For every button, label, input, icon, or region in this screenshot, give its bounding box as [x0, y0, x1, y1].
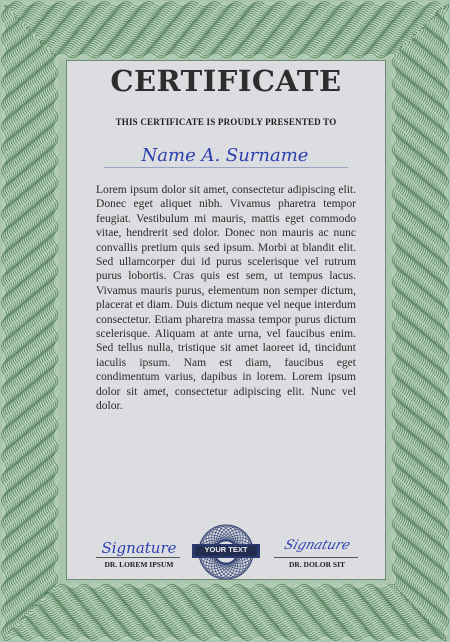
certificate-body-text: Lorem ipsum dolor sit amet, consectetur adipiscing elit. Donec eget aliquet nibh. Vivamus pharetra tempor feugiat. Vestibulum mi mauris, mattis eget commodo vitae, hendrerit sed dolor. Donec non mauris ac nunc convallis pretium quis sed ipsum. Morbi at blandit elit. Sed ullamcorper dui id purus scelerisque vel rutrum purus lobortis. Cras quis est sem, ut tempus lacus. Vivamus mauris purus, elementum non semper dictum, placerat et diam. Duis dictum neque vel neque interdum consectetur. Etiam pharetra massa tempor purus dictum scelerisque. Aliquam at ante urna, vel faucibus enim. Sed tellus nulla, tristique sit amet laoreet id, tincidunt iaculis ipsum. Nam est diam, faucibus eget condimentum varius, dapibus in lorem. Lorem ipsum dolor sit amet, consectetur adipiscing elit. Nunc vel dolor. [96, 184, 356, 413]
certificate-subtitle: THIS CERTIFICATE IS PROUDLY PRESENTED TO [115, 117, 337, 127]
signature-right: Signature [282, 538, 353, 553]
signer-name-left: DR. LOREM IPSUM [104, 560, 174, 569]
signer-name-right: DR. DOLOR SIT [288, 560, 346, 569]
recipient-underline [104, 167, 348, 168]
signature-left: Signature [101, 539, 177, 557]
recipient-name: Name A. Surname [141, 145, 309, 166]
signature-line-right [274, 557, 358, 558]
signature-line-left [96, 557, 180, 558]
certificate-title: CERTIFICATE [110, 64, 342, 98]
seal-label: YOUR TEXT [204, 545, 248, 554]
